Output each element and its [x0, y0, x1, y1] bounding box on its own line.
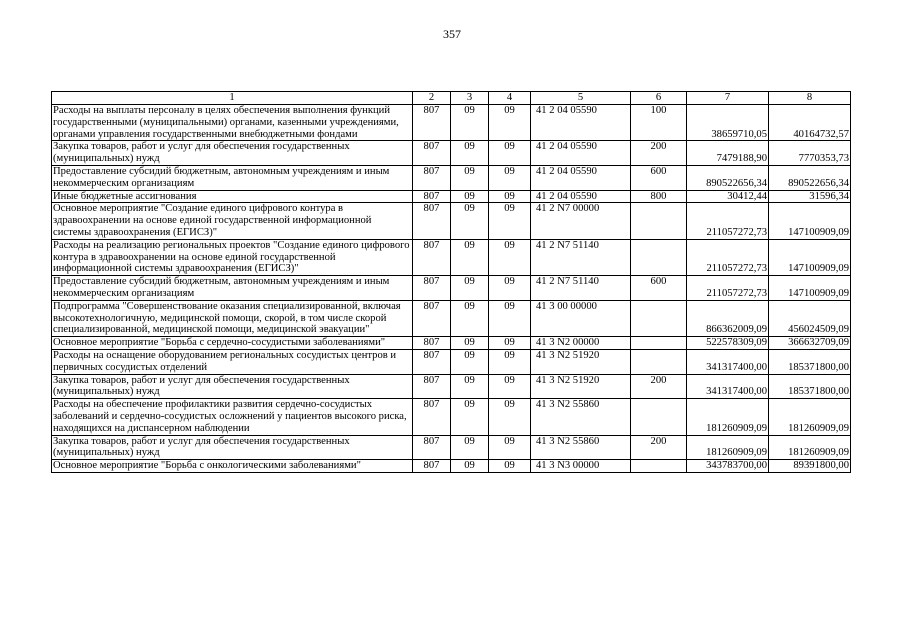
row-admin-code-cell: 807	[413, 190, 451, 203]
row-amount-year2-cell: 185371800,00	[769, 349, 851, 374]
row-amount-year1-cell: 7479188,90	[687, 141, 769, 166]
row-target-article-cell: 41 3 N2 55860	[531, 399, 631, 435]
row-subsection-cell: 09	[489, 337, 531, 350]
row-name-cell: Расходы на выплаты персоналу в целях обеспечения выполнения функций государственными (муниципальными) органами, казенными учреждениями, органами управления государственными внебюджетными фондами	[52, 105, 413, 141]
row-target-article-cell: 41 2 N7 00000	[531, 203, 631, 239]
row-admin-code-cell: 807	[413, 239, 451, 275]
header-cell: 7	[687, 92, 769, 105]
row-amount-year2-cell: 890522656,34	[769, 165, 851, 190]
row-section-cell: 09	[451, 190, 489, 203]
row-expense-type-cell	[631, 239, 687, 275]
row-expense-type-cell	[631, 203, 687, 239]
row-admin-code-cell: 807	[413, 435, 451, 460]
row-amount-year1-cell: 343783700,00	[687, 460, 769, 473]
table-row	[52, 374, 851, 399]
row-name-cell: Предоставление субсидий бюджетным, автономным учреждениям и иным некоммерческим организациям	[52, 165, 413, 190]
row-admin-code-cell: 807	[413, 337, 451, 350]
row-amount-year2-cell: 185371800,00	[769, 374, 851, 399]
row-target-article-cell: 41 3 00 00000	[531, 300, 631, 336]
table-row	[52, 239, 851, 275]
row-name-cell: Основное мероприятие "Создание единого цифрового контура в здравоохранении на основе единой государственной информационной системы здравоохранения (ЕГИСЗ)"	[52, 203, 413, 239]
row-amount-year2-cell: 181260909,09	[769, 435, 851, 460]
table-row	[52, 141, 851, 166]
row-section-cell: 09	[451, 105, 489, 141]
row-target-article-cell: 41 2 04 05590	[531, 141, 631, 166]
row-subsection-cell: 09	[489, 435, 531, 460]
row-amount-year1-cell: 522578309,09	[687, 337, 769, 350]
row-amount-year1-cell: 181260909,09	[687, 399, 769, 435]
row-name-cell: Подпрограмма "Совершенствование оказания специализированной, включая высокотехнологичную, медицинской помощи, скорой, в том числе скорой специализированной, медицинской помощи, медицинской эвакуации"	[52, 300, 413, 336]
row-amount-year2-cell: 456024509,09	[769, 300, 851, 336]
row-target-article-cell: 41 2 04 05590	[531, 165, 631, 190]
row-expense-type-cell: 600	[631, 165, 687, 190]
row-name-cell: Предоставление субсидий бюджетным, автономным учреждениям и иным некоммерческим организациям	[52, 276, 413, 301]
row-section-cell: 09	[451, 141, 489, 166]
row-admin-code-cell: 807	[413, 460, 451, 473]
table-row	[52, 190, 851, 203]
row-amount-year2-cell: 147100909,09	[769, 203, 851, 239]
header-cell: 4	[489, 92, 531, 105]
row-name-cell: Расходы на реализацию региональных проектов "Создание единого цифрового контура в здравоохранении на основе единой государственной информационной системы здравоохранения (ЕГИСЗ)"	[52, 239, 413, 275]
row-subsection-cell: 09	[489, 300, 531, 336]
row-admin-code-cell: 807	[413, 399, 451, 435]
row-expense-type-cell	[631, 300, 687, 336]
row-section-cell: 09	[451, 276, 489, 301]
table-row	[52, 165, 851, 190]
row-amount-year1-cell: 341317400,00	[687, 374, 769, 399]
table-row	[52, 435, 851, 460]
row-amount-year2-cell: 40164732,57	[769, 105, 851, 141]
row-name-cell: Закупка товаров, работ и услуг для обеспечения государственных (муниципальных) нужд	[52, 435, 413, 460]
row-section-cell: 09	[451, 374, 489, 399]
row-expense-type-cell: 200	[631, 374, 687, 399]
row-admin-code-cell: 807	[413, 165, 451, 190]
row-expense-type-cell	[631, 337, 687, 350]
row-amount-year2-cell: 7770353,73	[769, 141, 851, 166]
row-amount-year2-cell: 366632709,09	[769, 337, 851, 350]
row-section-cell: 09	[451, 203, 489, 239]
row-target-article-cell: 41 2 04 05590	[531, 105, 631, 141]
row-expense-type-cell	[631, 460, 687, 473]
row-name-cell: Расходы на обеспечение профилактики развития сердечно-сосудистых заболеваний и сердечно-сосудистых осложнений у пациентов высокого риска, находящихся на диспансерном наблюдении	[52, 399, 413, 435]
row-amount-year1-cell: 38659710,05	[687, 105, 769, 141]
table-row	[52, 300, 851, 336]
table-row	[52, 276, 851, 301]
row-amount-year1-cell: 211057272,73	[687, 276, 769, 301]
row-admin-code-cell: 807	[413, 141, 451, 166]
row-amount-year1-cell: 890522656,34	[687, 165, 769, 190]
row-subsection-cell: 09	[489, 105, 531, 141]
row-subsection-cell: 09	[489, 165, 531, 190]
row-name-cell: Основное мероприятие "Борьба с сердечно-сосудистыми заболеваниями"	[52, 337, 413, 350]
header-cell: 2	[413, 92, 451, 105]
row-subsection-cell: 09	[489, 374, 531, 399]
table-row	[52, 460, 851, 473]
row-admin-code-cell: 807	[413, 349, 451, 374]
row-expense-type-cell	[631, 399, 687, 435]
row-target-article-cell: 41 3 N2 51920	[531, 349, 631, 374]
row-target-article-cell: 41 3 N2 00000	[531, 337, 631, 350]
row-name-cell: Закупка товаров, работ и услуг для обеспечения государственных (муниципальных) нужд	[52, 141, 413, 166]
row-name-cell: Расходы на оснащение оборудованием региональных сосудистых центров и первичных сосудистых отделений	[52, 349, 413, 374]
row-amount-year1-cell: 30412,44	[687, 190, 769, 203]
row-expense-type-cell: 200	[631, 141, 687, 166]
row-target-article-cell: 41 3 N2 55860	[531, 435, 631, 460]
row-admin-code-cell: 807	[413, 300, 451, 336]
row-amount-year2-cell: 89391800,00	[769, 460, 851, 473]
row-expense-type-cell: 600	[631, 276, 687, 301]
row-admin-code-cell: 807	[413, 276, 451, 301]
row-admin-code-cell: 807	[413, 374, 451, 399]
row-subsection-cell: 09	[489, 276, 531, 301]
row-expense-type-cell: 200	[631, 435, 687, 460]
row-subsection-cell: 09	[489, 239, 531, 275]
row-subsection-cell: 09	[489, 349, 531, 374]
row-amount-year1-cell: 211057272,73	[687, 239, 769, 275]
table-row	[52, 105, 851, 141]
row-section-cell: 09	[451, 239, 489, 275]
row-amount-year2-cell: 31596,34	[769, 190, 851, 203]
row-target-article-cell: 41 2 N7 51140	[531, 239, 631, 275]
table-row	[52, 337, 851, 350]
row-amount-year1-cell: 341317400,00	[687, 349, 769, 374]
table-row	[52, 399, 851, 435]
table-row	[52, 203, 851, 239]
row-section-cell: 09	[451, 337, 489, 350]
header-cell: 1	[52, 92, 413, 105]
row-section-cell: 09	[451, 300, 489, 336]
header-cell: 5	[531, 92, 631, 105]
row-target-article-cell: 41 3 N2 51920	[531, 374, 631, 399]
row-target-article-cell: 41 2 04 05590	[531, 190, 631, 203]
row-amount-year2-cell: 147100909,09	[769, 276, 851, 301]
row-admin-code-cell: 807	[413, 203, 451, 239]
row-subsection-cell: 09	[489, 141, 531, 166]
header-cell: 3	[451, 92, 489, 105]
row-amount-year2-cell: 181260909,09	[769, 399, 851, 435]
budget-table	[51, 91, 851, 473]
row-target-article-cell: 41 3 N3 00000	[531, 460, 631, 473]
row-subsection-cell: 09	[489, 190, 531, 203]
header-cell: 6	[631, 92, 687, 105]
row-section-cell: 09	[451, 435, 489, 460]
row-section-cell: 09	[451, 460, 489, 473]
row-section-cell: 09	[451, 349, 489, 374]
row-amount-year1-cell: 211057272,73	[687, 203, 769, 239]
header-row	[52, 92, 851, 105]
row-name-cell: Закупка товаров, работ и услуг для обеспечения государственных (муниципальных) нужд	[52, 374, 413, 399]
row-expense-type-cell: 100	[631, 105, 687, 141]
row-subsection-cell: 09	[489, 203, 531, 239]
row-amount-year1-cell: 181260909,09	[687, 435, 769, 460]
page-number: 357	[443, 27, 461, 41]
header-cell: 8	[769, 92, 851, 105]
row-name-cell: Основное мероприятие "Борьба с онкологическими заболеваниями"	[52, 460, 413, 473]
row-subsection-cell: 09	[489, 399, 531, 435]
row-admin-code-cell: 807	[413, 105, 451, 141]
row-target-article-cell: 41 2 N7 51140	[531, 276, 631, 301]
row-section-cell: 09	[451, 165, 489, 190]
row-section-cell: 09	[451, 399, 489, 435]
row-expense-type-cell: 800	[631, 190, 687, 203]
row-subsection-cell: 09	[489, 460, 531, 473]
row-amount-year2-cell: 147100909,09	[769, 239, 851, 275]
row-amount-year1-cell: 866362009,09	[687, 300, 769, 336]
row-expense-type-cell	[631, 349, 687, 374]
table-row	[52, 349, 851, 374]
row-name-cell: Иные бюджетные ассигнования	[52, 190, 413, 203]
